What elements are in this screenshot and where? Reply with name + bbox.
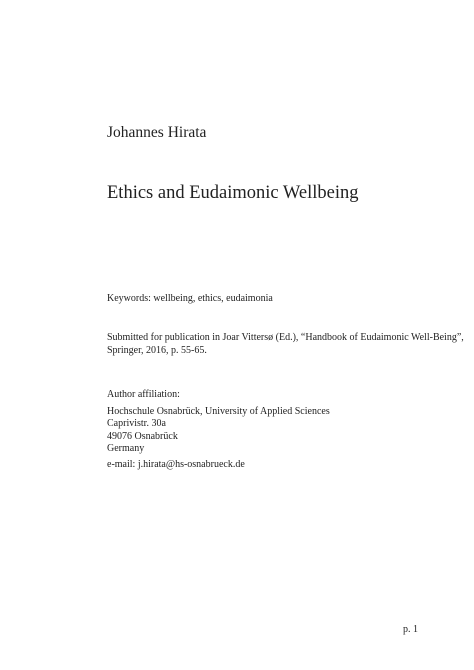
submission-line-1: Submitted for publication in Joar Vittersø (Ed.), “Handbook of Eudaimonic Well-Being”,	[107, 332, 464, 343]
affiliation-address	[107, 406, 330, 455]
affiliation-label: Author affiliation:	[107, 389, 180, 400]
page-number: p. 1	[403, 624, 418, 635]
address-line-4: Germany	[107, 442, 145, 454]
address-line-3: 49076 Osnabrück	[107, 430, 178, 442]
submission-line-2: Springer, 2016, p. 55-65.	[107, 345, 207, 356]
author-email: e-mail: j.hirata@hs-osnabrueck.de	[107, 459, 245, 470]
submission-note	[107, 331, 464, 357]
keywords-line: Keywords: wellbeing, ethics, eudaimonia	[107, 293, 273, 304]
address-line-2: Caprivistr. 30a	[107, 418, 166, 430]
author-name: Johannes Hirata	[107, 124, 207, 141]
address-line-1: Hochschule Osnabrück, University of Applied Sciences	[107, 406, 330, 417]
paper-title: Ethics and Eudaimonic Wellbeing	[107, 183, 359, 203]
